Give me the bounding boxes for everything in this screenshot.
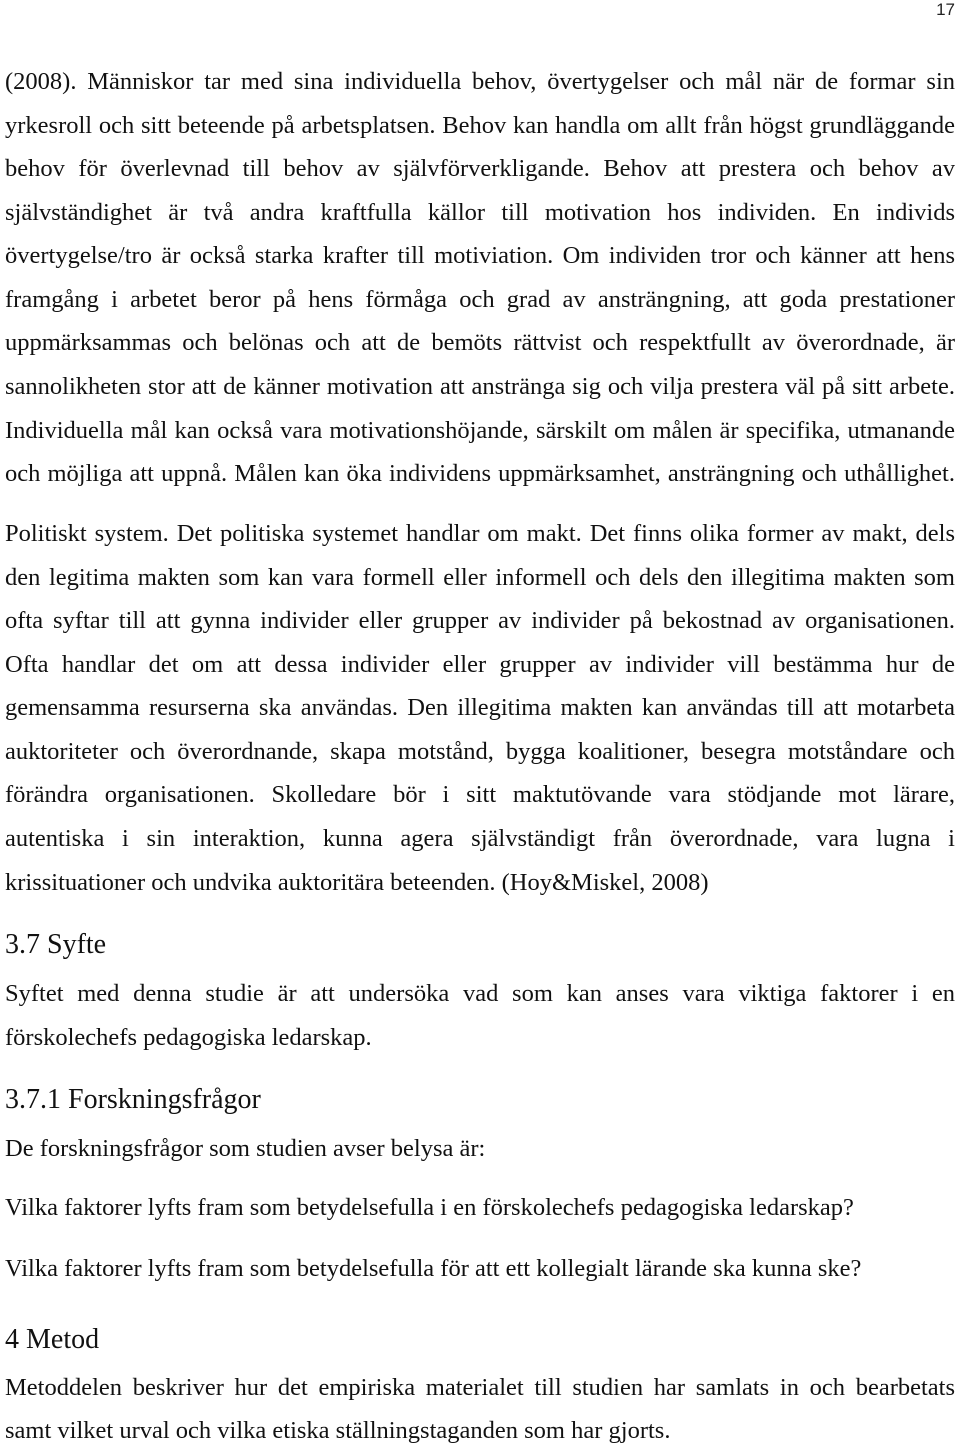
- text-line: uppmärksammas och belönas och att de bemöts rättvist och respektfullt av överordnade, är: [5, 329, 955, 357]
- text-line: krissituationer och undvika auktoritära beteenden. (Hoy&Miskel, 2008): [5, 868, 709, 896]
- text-line: gemensamma resurserna ska användas. Den illegitima makten kan användas till att motarbeta: [5, 694, 955, 722]
- research-question: Vilka faktorer lyfts fram som betydelsefulla i en förskolechefs pedagogiska ledarskap?: [5, 1194, 854, 1221]
- text-line: och möjliga att uppnå. Målen kan öka individens uppmärksamhet, ansträngning och uthållighet.: [5, 460, 955, 487]
- research-question: Vilka faktorer lyfts fram som betydelsefulla för att ett kollegialt lärande ska kunna ske?: [5, 1255, 862, 1282]
- text-line: självständighet är två andra kraftfulla källor till motivation hos individen. En individs: [5, 198, 955, 226]
- text-line: sannolikheten stor att de känner motivation att anstränga sig och vilja prestera väl på sitt arbete.: [5, 372, 955, 400]
- section-heading-syfte: 3.7 Syfte: [5, 929, 107, 960]
- text-line: Politiskt system. Det politiska systemet handlar om makt. Det finns olika former av makt, dels: [5, 520, 955, 547]
- text-line: Metoddelen beskriver hur det empiriska materialet till studien har samlats in och bearbetats: [5, 1374, 955, 1401]
- text-line: Ofta handlar det om att dessa individer eller grupper av individer vill bestämma hur de: [5, 650, 955, 678]
- text-line: behov för överlevnad till behov av självförverkligande. Behov att prestera och behov av: [5, 155, 955, 183]
- text-line: De forskningsfrågor som studien avser belysa är:: [5, 1135, 486, 1162]
- text-line: yrkesroll och sitt beteende på arbetsplatsen. Behov kan handla om allt från högst grundläggande: [5, 111, 955, 139]
- text-line: Individuella mål kan också vara motivationshöjande, särskilt om målen är specifika, utmanande: [5, 416, 955, 444]
- text-line: autentiska i sin interaktion, kunna agera självständigt från överordnade, vara lugna i: [5, 824, 955, 852]
- text-line: framgång i arbetet beror på hens förmåga och grad av ansträngning, att goda prestationer: [5, 285, 955, 313]
- section-heading-metod: 4 Metod: [5, 1324, 100, 1355]
- text-line: auktoriteter och överordnande, skapa motstånd, bygga koalitioner, besegra motståndare och: [5, 737, 955, 765]
- text-line: den legitima makten som kan vara formell eller informell och dels den illegitima makten som: [5, 563, 955, 591]
- page-number: 17: [936, 0, 955, 19]
- text-line: (2008). Människor tar med sina individuella behov, övertygelser och mål när de formar sin: [5, 68, 955, 95]
- section-heading-forskningsfragor: 3.7.1 Forskningsfrågor: [5, 1084, 261, 1115]
- text-line: ofta syftar till att gynna individer eller grupper av individer på bekostnad av organisationen.: [5, 607, 955, 635]
- text-line: Syftet med denna studie är att undersöka vad som kan anses vara viktiga faktorer i en: [5, 980, 955, 1007]
- text-line: förändra organisationen. Skolledare bör i sitt maktutövande vara stödjande mot lärare,: [5, 781, 955, 809]
- text-line: övertygelse/tro är också starka krafter till motiviation. Om individen tror och känner att hens: [5, 242, 955, 270]
- text-line: förskolechefs pedagogiska ledarskap.: [5, 1023, 372, 1051]
- text-line: samt vilket urval och vilka etiska ställningstaganden som har gjorts.: [5, 1417, 671, 1444]
